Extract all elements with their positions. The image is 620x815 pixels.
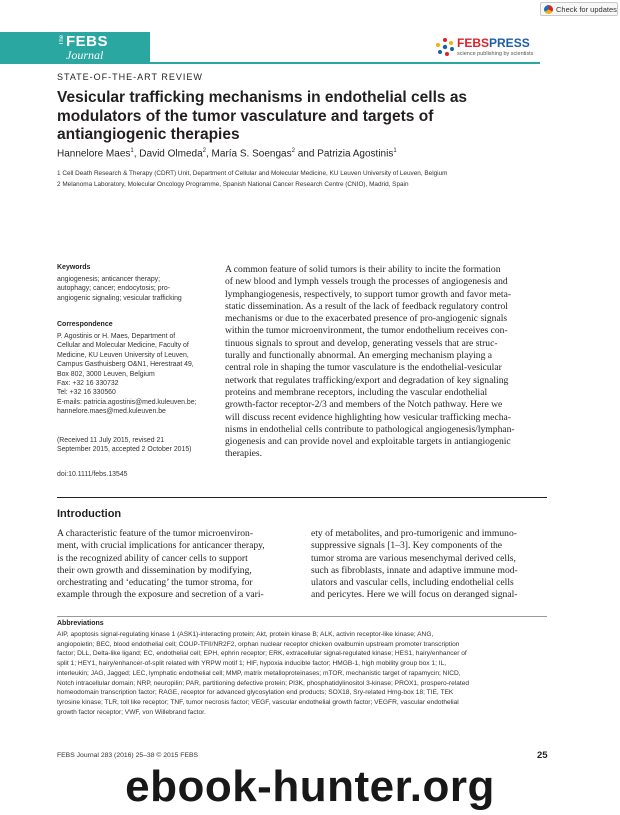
author-name[interactable]: María S. Soengas: [211, 148, 292, 160]
press-tagline: science publishing by scientists: [457, 51, 534, 57]
affiliation-2: 2 Melanoma Laboratory, Molecular Oncology Programme, Spanish National Cancer Research Centre (CNIO), Madrid, Spain: [57, 181, 409, 188]
abbreviations-heading: Abbreviations: [57, 620, 104, 627]
page-number: 25: [537, 750, 548, 761]
article-title: Vesicular trafficking mechanisms in endothelial cells as modulators of the tumor vasculature and targets of antiangiogenic therapies: [57, 89, 468, 143]
febs-press-dots-icon: [435, 37, 455, 57]
affiliation-1: 1 Cell Death Research & Therapy (CDRT) Unit, Department of Cellular and Molecular Medicine, KU Leuven University of Leuven, Belgium: [57, 170, 448, 177]
crossmark-icon: [544, 5, 553, 14]
journal-logo-the: The: [59, 35, 65, 46]
check-for-updates-button[interactable]: [540, 2, 618, 16]
abstract: A common feature of solid tumors is their ability to incite the formation of new blood and lymph vessels trough the processes of angiogenesis and lymphangiogenesis, respectively, to support tumor growth and favor meta- static dissemination. As a result of the lack of feedback regulatory control mechanisms or due to the exacerbated presence of pro-angiogenic signals within the tumor microenvironment, the tumor endothelium receives con- tinuous signals to sprout and develop, generating vessels that are struc- turally and functionally abnormal. An emerging mechanism playing a central role in shaping the tumor vasculature is the endothelial-vesicular network that regulates trafficking/export and degradation of key signaling proteins and membrane receptors, including the vascular endothelial growth-factor receptor-2/3 and members of the Notch pathway. Here we will discuss recent evidence highlighting how vesicular trafficking mecha- nisms in endothelial cells contribute to pathological angiogenesis/lymphan- giogenesis and can provide novel and exploitable targets in antiangiogenic therapies.: [225, 264, 515, 460]
author-name[interactable]: Hannelore Maes: [57, 148, 131, 160]
correspondence-heading: Correspondence: [57, 321, 113, 328]
febs-press-logo: [435, 35, 545, 63]
section-divider: [57, 497, 547, 498]
author-name[interactable]: Patrizia Agostinis: [317, 148, 394, 160]
correspondence-block: P. Agostinis or H. Maes, Department of Cellular and Molecular Medicine, Faculty of Medicine, KU Leuven University of Leuven, Campus Gasthuisberg O&N1, Herestraat 49, Box 802, 3000 Leuven, Belgium Fax: +32 16 330732 Tel: +32 16 330560 E-mails: patricia.agostinis@med.kuleuven.be; hannelore.maes@med.kuleuven.be: [57, 332, 212, 417]
email-link[interactable]: hannelore.maes@med.kuleuven.be: [57, 408, 166, 416]
introduction-left-column: A characteristic feature of the tumor microenviron- ment, with crucial implications for anticancer therapy, is the recognized ability of cancer cells to support their own growth and dissemination by modifying, orchestrating and ‘educating’ the tumor stroma, for example through the exposure and secretion of a vari-: [57, 528, 265, 601]
abbreviations-list: AIP, apoptosis signal-regulating kinase 1 (ASK1)-interacting protein; Akt, protein kinase B; ALK, activin receptor-like kinase; ANG, angiopoietin; BEC, blood endothelial cell; COUP-TFII/NR2F2, orphan nuclear receptor chicken ovalbumin upstream promoter transcription factor; DLL, Delta-like ligand; EC, endothelial cell; EPH, ephrin receptor; ERK, extracellular signal-regulated kinase; HES1, hairy/enhancer of split 1; HEY1, hairy/enhancer-of-split related with YRPW motif 1; HIF, hypoxia inducible factor; HMGB-1, high mobility group box 1; IL, interleukin; JAG, Jagged; LEC, lymphatic endothelial cell; MMP, matrix metalloproteinases; mTOR, mechanistic target of rapamycin; NICD, Notch intracellular domain; NRP, neuropilin; PAR, partitioning defective protein; PI3K, phosphatidylinositol 3-kinase; PROX1, prospero-related homeodomain transcription factor; RAGE, receptor for advanced glycosylation end products; SOX18, Sry-related Hmg-box 18; TIE, TEK tyrosine kinase; TLR, toll like receptor; TNF, tumor necrosis factor; VEGF, vascular endothelial growth factor; VEGFR, vascular endothelial growth factor receptor; VWF, von Willebrand factor.: [57, 631, 470, 716]
keywords-list: angiogenesis; anticancer therapy; autophagy; cancer; endocytosis; pro- angiogenic signaling; vesicular trafficking: [57, 276, 182, 302]
author-name[interactable]: David Olmeda: [139, 148, 203, 160]
keywords-heading: Keywords: [57, 264, 91, 271]
watermark: ebook-hunter.org: [125, 762, 495, 811]
author-list: Hannelore Maes$^1$, David Olmeda$^2$, María S. Soengas$^2$ and Patrizia Agostinis$^1$: [57, 148, 397, 160]
journal-logo-febs: FEBS: [66, 33, 109, 50]
journal-logo-name: Journal: [66, 48, 104, 62]
section-label: STATE-OF-THE-ART REVIEW: [57, 72, 203, 82]
received-dates: (Received 11 July 2015, revised 21 September 2015, accepted 2 October 2015): [57, 437, 192, 454]
introduction-heading: Introduction: [57, 508, 122, 520]
press-name: FEBSPRESS: [457, 36, 530, 50]
abbreviations-divider: [57, 616, 547, 617]
email-link[interactable]: E-mails: patricia.agostinis@med.kuleuven.be;: [57, 398, 197, 406]
journal-citation: FEBS Journal 283 (2016) 25–38 © 2015 FEBS: [57, 752, 199, 759]
journal-logo: [0, 32, 150, 64]
introduction-right-column: ety of metabolites, and pro-tumorigenic and immuno- suppressive signals [1–3]. Key components of the tumor stroma are various mesenchymal derived cells, such as fibroblasts, innate and adaptive immune mod- ulators and vascular cells, including endothelial cells and pericytes. Here we will focus on deranged signal-: [311, 528, 518, 601]
doi-link[interactable]: doi:10.1111/febs.13545: [57, 471, 128, 478]
check-for-updates-label: Check for updates: [556, 4, 617, 14]
